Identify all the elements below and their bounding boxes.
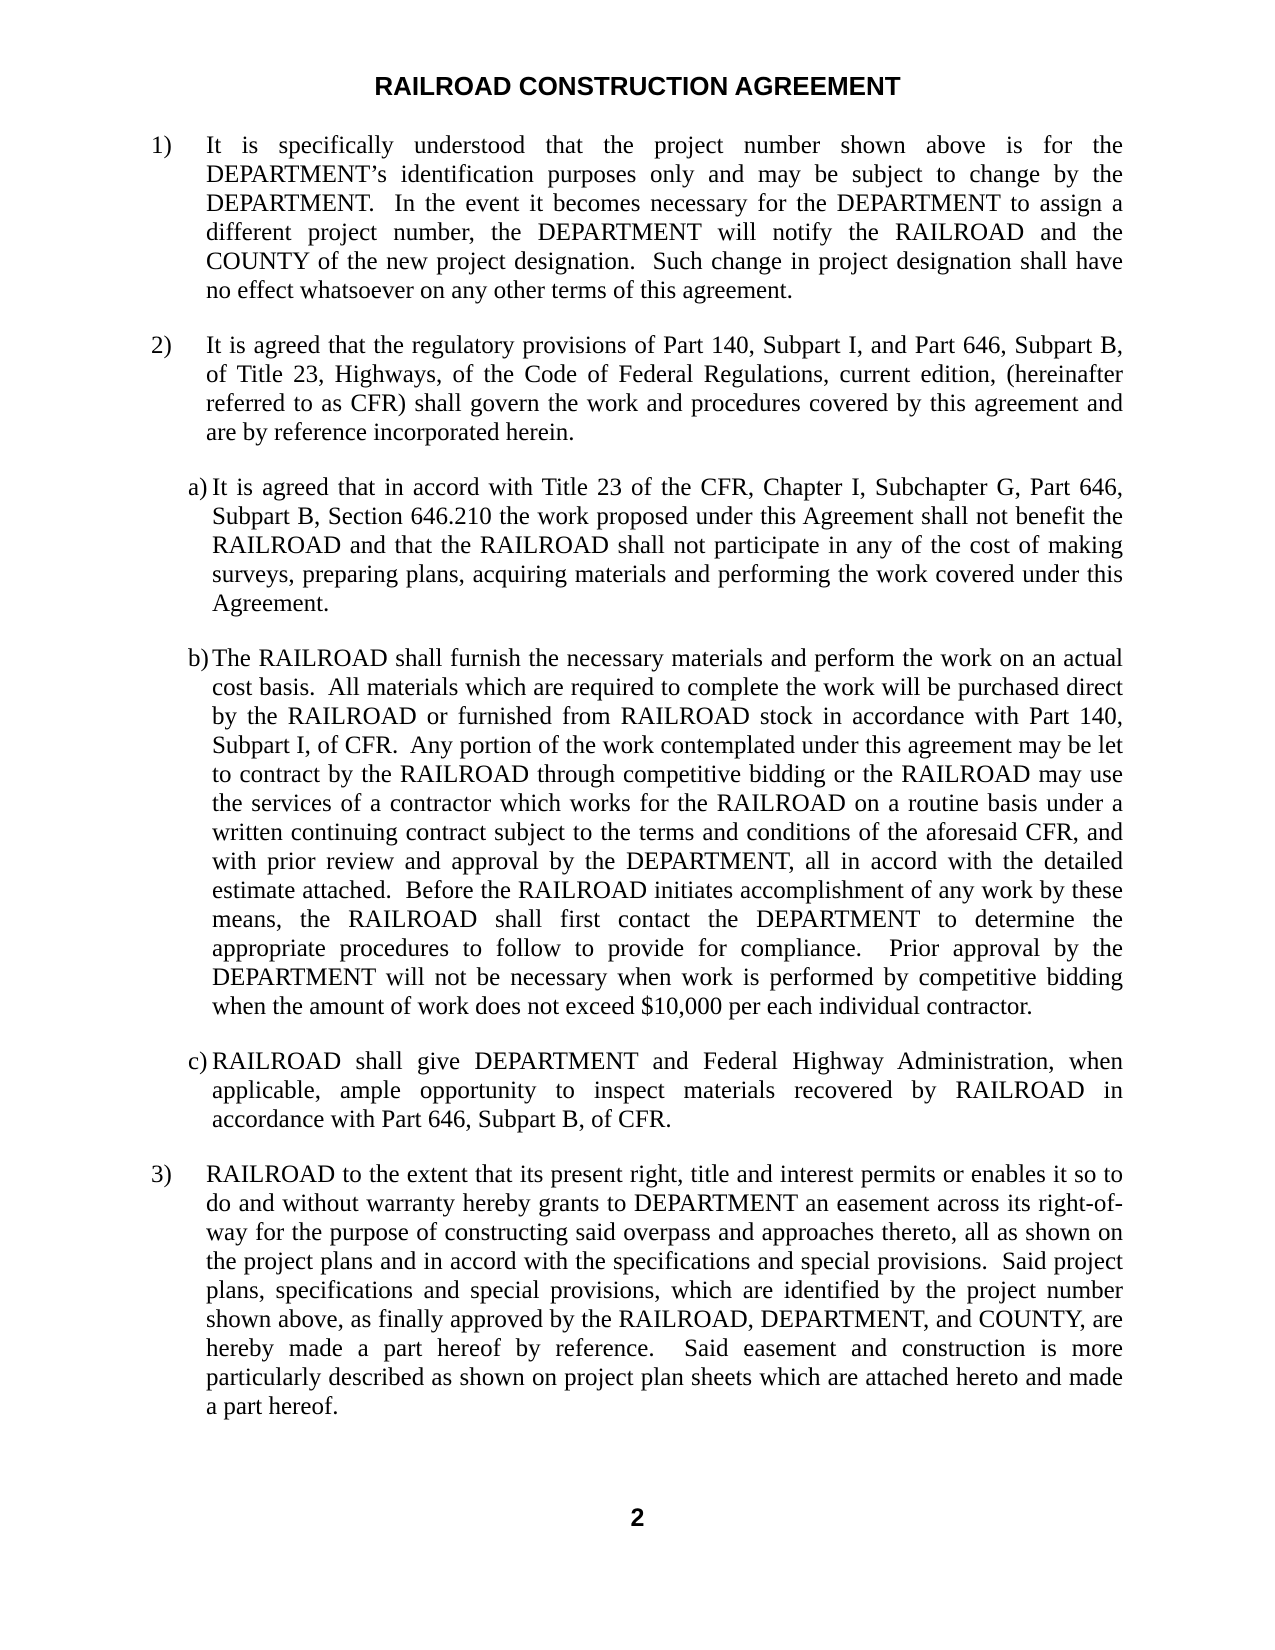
item-text: The RAILROAD shall furnish the necessary materials and perform the work on an actual cost basis. All materials which are required to complete the work will be purchased direct by the RAILROAD or furnished from RAILROAD stock in accordance with Part 140, Subpart I, of CFR. Any portion of the work contemplated under this agreement may be let to contract by the RAILROAD through competitive bidding or the RAILROAD may use the services of a contractor which works for the RAILROAD on a routine basis under a written continuing contract subject to the terms and conditions of the aforesaid CFR, and with prior review and approval by the DEPARTMENT, all in accord with the detailed estimate attached. Before the RAILROAD initiates accomplishment of any work by these means, the RAILROAD shall first contact the DEPARTMENT to determine the appropriate procedures to follow to provide for compliance. Prior approval by the DEPARTMENT will not be necessary when work is performed by competitive bidding when the amount of work does not exceed $10,000 per each individual contractor. [212, 645, 1123, 1020]
list-item-2 [151, 331, 1123, 447]
list-item-2a [151, 473, 1123, 618]
list-item-2c [151, 1047, 1123, 1134]
agreement-body [151, 131, 1123, 1447]
item-text: It is agreed that the regulatory provisions of Part 140, Subpart I, and Part 646, Subpart B, of Title 23, Highways, of the Code of Federal Regulations, current edition, (hereinafter referred to as CFR) shall govern the work and procedures covered by this agreement and are by reference incorporated herein. [206, 332, 1123, 446]
item-marker: a) [188, 474, 208, 501]
item-marker: c) [188, 1048, 208, 1075]
page-title: RAILROAD CONSTRUCTION AGREEMENT [374, 71, 901, 101]
item-text: It is specifically understood that the project number shown above is for the DEPARTMENT’s identification purposes only and may be subject to change by the DEPARTMENT. In the event it becomes necessary for the DEPARTMENT to assign a different project number, the DEPARTMENT will notify the RAILROAD and the COUNTY of the new project designation. Such change in project designation shall have no effect whatsoever on any other terms of this agreement. [206, 132, 1123, 304]
item-text: RAILROAD to the extent that its present right, title and interest permits or enables it so to do and without warranty hereby grants to DEPARTMENT an easement across its right-of-way for the purpose of constructing said overpass and approaches thereto, all as shown on the project plans and in accord with the specifications and special provisions. Said project plans, specifications and special provisions, which are identified by the project number shown above, as finally approved by the RAILROAD, DEPARTMENT, and COUNTY, are hereby made a part hereof by reference. Said easement and construction is more particularly described as shown on project plan sheets which are attached hereto and made a part hereof. [206, 1161, 1123, 1420]
list-item-3 [151, 1160, 1123, 1421]
item-marker: 3) [151, 1161, 172, 1188]
list-item-2b [151, 644, 1123, 1021]
item-marker: 1) [151, 132, 172, 159]
page-number: 2 [630, 1504, 645, 1532]
item-marker: 2) [151, 332, 172, 359]
item-marker: b) [188, 645, 209, 672]
item-text: RAILROAD shall give DEPARTMENT and Federal Highway Administration, when applicable, ample opportunity to inspect materials recovered by RAILROAD in accordance with Part 646, Subpart B, of CFR. [212, 1048, 1123, 1133]
item-text: It is agreed that in accord with Title 23 of the CFR, Chapter I, Subchapter G, Part 646, Subpart B, Section 646.210 the work proposed under this Agreement shall not benefit the RAILROAD and that the RAILROAD shall not participate in any of the cost of making surveys, preparing plans, acquiring materials and performing the work covered under this Agreement. [212, 474, 1123, 617]
list-item-1 [151, 131, 1123, 305]
